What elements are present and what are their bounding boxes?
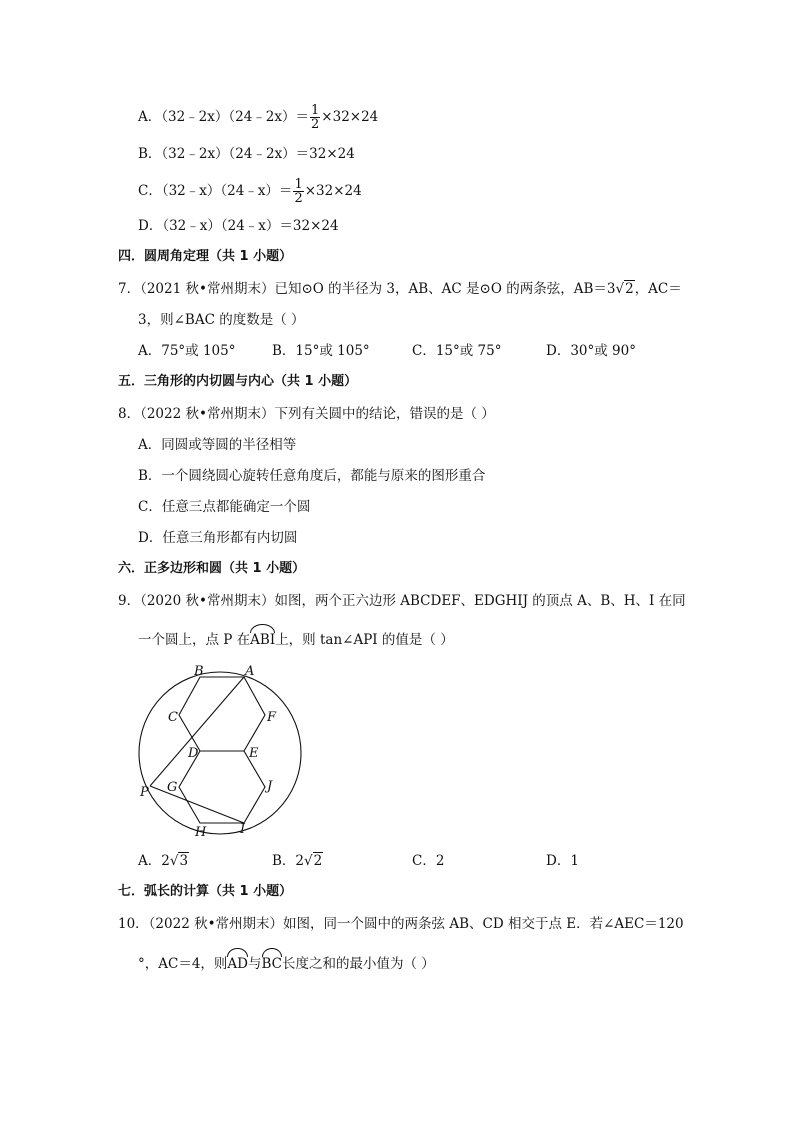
label-b: B	[194, 664, 204, 679]
label-d: D	[188, 746, 199, 761]
fraction	[310, 104, 320, 131]
option-label: A．	[138, 109, 162, 125]
label-c: C	[168, 710, 178, 725]
q9-choice-d[interactable]: D．1	[546, 853, 579, 869]
q7-choice-c[interactable]: C．15°或 75°	[412, 343, 502, 359]
choice-text: A．2	[138, 853, 170, 869]
q9-stem-line2	[138, 628, 454, 650]
hexagon-edghij	[179, 751, 265, 823]
q8-option-a[interactable]: A．同圆或等圆的半径相等	[138, 437, 297, 453]
q9-text: 一个圆上，点 P 在	[138, 632, 251, 648]
choice-text: B．2	[272, 853, 305, 869]
q9-choice-b[interactable]	[272, 851, 323, 871]
q6-option-a	[138, 104, 378, 131]
fraction-numerator: 1	[294, 177, 303, 192]
q6-option-c	[138, 178, 362, 205]
radicand: 2	[313, 853, 323, 869]
q7-stem-line2: 3，则∠BAC 的度数是（ ）	[138, 312, 305, 328]
sqrt-symbol: √2	[615, 281, 634, 297]
label-h: H	[195, 825, 207, 840]
q9-choice-c[interactable]: C．2	[412, 853, 445, 869]
equation-rhs: ×32×24	[321, 109, 379, 125]
option-text: （32﹣2x）（24﹣2x）＝32×24	[161, 146, 355, 162]
q10-stem-line2	[138, 952, 435, 974]
label-p: P	[140, 785, 149, 800]
q9-stem-line1: 9．（2020 秋•常州期末）如图，两个正六边形 ABCDEF、EDGHIJ 的顶点 A、B、H、I 在同	[118, 593, 686, 609]
q10-stem-line1: 10．（2022 秋•常州期末）如图，同一个圆中的两条弦 AB、CD 相交于点 E．若∠AEC＝120	[118, 916, 684, 932]
fraction	[293, 178, 303, 205]
arc-symbol: AD	[227, 952, 248, 974]
option-label: D．	[138, 218, 163, 234]
q9-choice-a[interactable]	[138, 851, 189, 871]
label-e: E	[249, 746, 259, 761]
segment-pa	[150, 677, 244, 786]
q7-text: 7．（2021 秋•常州期末）已知⊙O 的半径为 3，AB、AC 是⊙O 的两条弦，AB＝3	[118, 281, 616, 297]
q8-stem: 8．（2022 秋•常州期末）下列有关圆中的结论，错误的是（ ）	[118, 406, 495, 422]
q7-choice-a[interactable]: A．75°或 105°	[138, 343, 236, 359]
equation-lhs: （32﹣x）（24﹣x）＝	[161, 183, 293, 199]
q8-option-b[interactable]: B．一个圆绕圆心旋转任意角度后，都能与原来的图形重合	[138, 468, 486, 484]
q10-text: 与	[248, 956, 262, 972]
option-text: （32﹣x）（24﹣x）＝32×24	[162, 218, 339, 234]
q7-choice-d[interactable]: D．30°或 90°	[546, 343, 636, 359]
section-heading-6: 六．正多边形和圆（共 1 小题）	[118, 561, 306, 576]
equation-lhs: （32﹣2x）（24﹣2x）＝	[161, 109, 310, 125]
hexagon-abcdef	[179, 677, 265, 751]
q7-choice-b[interactable]: B．15°或 105°	[272, 343, 370, 359]
radicand: 3	[179, 853, 189, 869]
hexagon-circle-figure	[130, 660, 310, 842]
q8-option-c[interactable]: C．任意三点都能确定一个圆	[138, 499, 311, 515]
q10-text: 长度之和的最小值为（ ）	[282, 956, 435, 972]
q7-stem-line1	[118, 279, 682, 299]
q10-text: °，AC＝4，则	[138, 956, 228, 972]
q6-option-d	[138, 216, 339, 236]
label-f: F	[267, 710, 277, 725]
figure-circle	[139, 672, 301, 834]
option-label: C．	[138, 183, 162, 199]
section-heading-4: 四．圆周角定理（共 1 小题）	[118, 249, 293, 264]
arc-symbol: BC	[262, 952, 283, 974]
equation-rhs: ×32×24	[304, 183, 362, 199]
fraction-denominator: 2	[294, 191, 303, 206]
sqrt-symbol: √3	[169, 853, 189, 869]
fraction-denominator: 2	[311, 117, 320, 132]
label-g: G	[167, 780, 178, 795]
q7-text: ，AC＝	[634, 281, 682, 297]
q6-option-b	[138, 144, 355, 164]
q9-text: 上，则 tan∠API 的值是（ ）	[275, 632, 454, 648]
label-a: A	[245, 664, 255, 679]
label-i: I	[240, 822, 246, 837]
q8-option-d[interactable]: D．任意三角形都有内切圆	[138, 530, 298, 546]
fraction-numerator: 1	[311, 103, 320, 118]
radicand: 2	[625, 281, 634, 297]
arc-symbol: ABI	[250, 628, 275, 650]
sqrt-symbol: √2	[304, 853, 323, 869]
option-label: B．	[138, 146, 162, 162]
section-heading-7: 七．弧长的计算（共 1 小题）	[118, 884, 293, 899]
section-heading-5: 五．三角形的内切圆与内心（共 1 小题）	[118, 374, 358, 389]
label-j: J	[267, 779, 273, 794]
